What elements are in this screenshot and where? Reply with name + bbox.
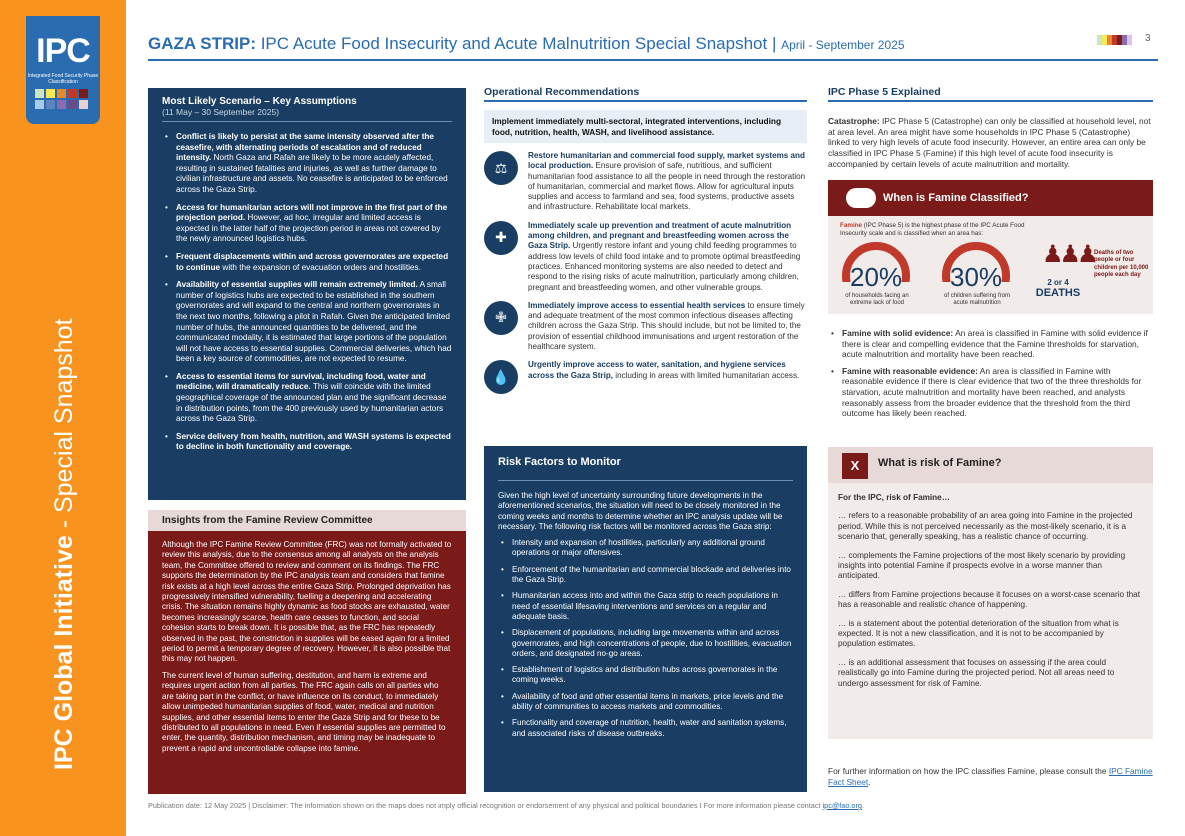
ops-item-body: Urgently restore infant and young child feeding programmes to address low levels of child food intake and to promote optimal breastfeeding practices. Enhanced monitoring systems are also needed to detect and respond to the rising risks of acute malnutrition, particularly among children, pregnant and breastfeeding women, and other vulnerable groups. (528, 241, 801, 292)
assumptions-period: (11 May – 30 September 2025) (162, 107, 452, 122)
ops-item-body: Ensure provision of safe, nutritious, and sufficient humanitarian food assistance to all the people in need through the restoration of humanitarian, commercial and market flows. Allow for agricultural inputs supplies and access to farmland and sea, food systems, productive assets and infrastructure. Rehabilitate local markets. (528, 161, 806, 212)
ops-item-text (528, 360, 807, 394)
assumption-item (162, 280, 452, 365)
ops-item-bold: Restore humanitarian and commercial food supply, market systems and local production. (528, 151, 805, 171)
assumption-text: This will coincide with the limited geographical coverage of the announced plan and the significant decrease in distribution points, from the 400 previously used by humanitarian actors across the Gaza Strip. (176, 382, 447, 424)
famine-card-title: When is Famine Classified? (828, 180, 1153, 216)
ops-item-text (528, 301, 807, 352)
page-number: 3 (1145, 33, 1151, 44)
ops-item (484, 221, 807, 293)
assumption-text: A small number of logistics hubs are expected to be established in the southern governorates and will expand to the central and northern governorates in the next two months, following a pilot in Rafah. Given the anticipated limited number of hubs, the announced quantities to be delivered, and the communicated modality, it is estimated that large portions of the population will not have access to essential supplies. Commercial deliveries, which had been a key source of commodities, are not expected to resume. (176, 280, 452, 364)
risk-list (498, 538, 793, 739)
ops-item (484, 360, 807, 394)
assumption-item (162, 432, 452, 453)
catastrophe-text: Catastrophe: IPC Phase 5 (Catastrophe) can only be classified at household level, not at area level. An area might have some households in IPC Phase 5 (Catastrophe) linked to very high levels of acute food insecurity. However, an entire area can only be classified in IPC Phase 5 (Famine) if this high level of acute food insecurity is accompanied by certain levels of acute malnutrition and mortality. (828, 116, 1151, 169)
risk-item: • Availability of food and other essential items in markets, price levels and the ability of communities to access markets and commodities. (498, 692, 793, 713)
health-kit-icon: ✙ (484, 301, 518, 335)
food-market-icon: ⚖ (484, 151, 518, 185)
ops-item-text (528, 151, 807, 213)
frc-paragraph-2: The current level of human suffering, destitution, and harm is extreme and requires urgent action from all parties. The FRC again calls on all parties who are taking part in the conflict, or have influence on its conduct, to immediately allow unimpeded humanitarian supplies of food, water, medical and nutrition supplies, and other essential items to enter the Gaza Strip and for these to be distributed to all populations in need. Even if essential supplies are permitted to enter, the quantity, distribution mechanism, and timing may be inadequate to prevent a rapid and uncontrollable collapse into famine. (162, 670, 446, 753)
frc-title: Insights from the Famine Review Committee (148, 510, 466, 531)
famine-factsheet-link[interactable]: IPC Famine Fact Sheet (828, 766, 1153, 787)
risk-famine-lead: For the IPC, risk of Famine… (838, 493, 950, 502)
assumption-bold: Service delivery from health, nutrition, and WASH systems is expected to decline in both functionality and coverage. (176, 431, 451, 452)
evidence-reasonable: • Famine with reasonable evidence: An area is classified in Famine with reasonable evidence if there is clear evidence that two of the three thresholds for starvation, acute malnutrition and mortality have been reached, and analysts reasonably assess from the broader evidence that the threshold from the third outcome has likely been reached. (828, 366, 1153, 419)
risk-item: • Establishment of logistics and distribution hubs across governorates in the coming weeks. (498, 665, 793, 686)
page-title: GAZA STRIP: IPC Acute Food Insecurity and Acute Malnutrition Special Snapshot | April - September 2025 (148, 34, 905, 53)
phase-color-bar (1097, 35, 1132, 45)
risk-famine-item: … refers to a reasonable probability of an area going into Famine in the projected period. While this is not perceived necessarily as the most-likely scenario, it is a scenario that, generally speaking, has a realistic chance of occurring. (838, 511, 1133, 542)
assumption-bold: Conflict is likely to persist at the same intensity observed after the ceasefire, with alternating periods of escalation and of reduced intensity. (176, 132, 434, 163)
operational-recommendations (484, 86, 807, 402)
footer: Publication date: 12 May 2025 | Disclaimer: The information shown on the maps does not imply official recognition or endorsement of any physical and political boundaries I For more information please contact ipc@fao.org. (148, 801, 865, 810)
risk-factors-box (484, 446, 807, 792)
deaths-figure: 2 or 4 DEATHS (1035, 278, 1081, 299)
header-divider (148, 59, 1158, 61)
assumption-item (162, 372, 452, 425)
gauge-children-value: 30% (950, 262, 1003, 292)
deaths-note: Deaths of two people or four children per 10,000 people each day (1094, 250, 1149, 279)
risk-intro: Given the high level of uncertainty surrounding future developments in the aforementioned scenarios, the situation will need to be closely monitored in the coming weeks and months to determine whether an IPC analysis update will be necessary. The following risk factors will be monitored across the Gaza strip: (498, 491, 783, 531)
nutrition-syringe-icon: ✚ (484, 221, 518, 255)
vertical-initiative-title: IPC Global Initiative - Special Snapshot (50, 318, 78, 770)
assumption-bold: Frequent displacements within and across governorates are expected to continue (176, 251, 449, 272)
risk-item: • Displacement of populations, including large movements within and across governorates, and high concentrations of people, due to hostilities, evacuation orders, and designated no-go areas. (498, 628, 793, 659)
assumptions-title: Most Likely Scenario – Key Assumptions (162, 96, 357, 107)
ops-item-body: including in areas with limited humanitarian access. (613, 370, 800, 380)
gauge-households-value: 20% (850, 262, 903, 292)
ops-banner: Implement immediately multi-sectoral, integrated interventions, including food, nutrition, health, WASH, and livelihood assistance. (484, 110, 807, 143)
risk-of-famine-card (828, 447, 1153, 739)
logo-phase-squares (35, 89, 91, 109)
assumption-text: However, ad hoc, irregular and limited access is expected in the latter half of the projection period in areas not covered by the newly announced logistics hubs. (176, 213, 441, 244)
assumption-item (162, 252, 452, 273)
frc-paragraph-1: Although the IPC Famine Review Committee (FRC) was not formally activated to review this analysis, due to the consensus among all analysts on the analysis team, the Committee offered to review and comment on its findings. The FRC supports the determination by the IPC analysis team and considers that famine risk exists at a high level across the entire Gaza Strip. Prolonged deprivation has progressively intensified vulnerability, fuelling a deepening and accelerating crisis. The situation remains highly dynamic as food stocks are exhausted, water becomes increasingly scarce, health care ceases to function, and social cohesion starts to break down. It is possible that, as the FRC has repeatedly observed in the past, the constriction in supplies will be eased again for a limited period to permit a temporary degree of recovery. However, it is also possible that this may not happen. (162, 540, 452, 664)
evidence-list (828, 328, 1153, 423)
more-info: For further information on how the IPC classifies Famine, please consult the IPC Famine Fact Sheet. (828, 766, 1153, 787)
famine-card-intro: Famine (IPC Phase 5) is the highest phase of the IPC Acute Food Insecurity scale and is classified when an area has: (840, 222, 1025, 237)
ipc-logo (26, 16, 100, 124)
risk-famine-item: … is a statement about the potential deterioration of the situation from what is expected. It is not a new classification, and it is not to be accompanied by population estimates. (838, 618, 1119, 649)
assumption-bold: Access to essential items for survival, including food, water and medicine, will dramatically reduce. (176, 371, 426, 392)
ops-title: Operational Recommendations (484, 86, 807, 102)
ops-item-bold: Immediately improve access to essential health services (528, 300, 746, 310)
risk-famine-title: X What is risk of Famine? (828, 447, 1153, 483)
assumption-item (162, 203, 452, 245)
x-icon: X (842, 453, 868, 479)
phase5-section (828, 86, 1153, 170)
assumptions-list (162, 132, 452, 453)
risk-famine-item: … differs from Famine projections because it focuses on a worst-case scenario that has a reasonable and realistic chance of happening. (838, 589, 1141, 610)
orange-sidebar (0, 0, 126, 836)
risk-item: • Humanitarian access into and within the Gaza strip to reach populations in need of essential lifesaving interventions and services on a regular and adequate basis. (498, 591, 793, 622)
assumption-text: North Gaza and Rafah are likely to be more acutely affected, resulting in sustained fatalities and injuries, as well as further damage to civilian infrastructure and assets. No ceasefire is anticipated to be enforced across the Gaza Strip. (176, 153, 448, 194)
ops-item-bold: Immediately scale up prevention and treatment of acute malnutrition among children, and pregnant and breastfeeding women across the Gaza Strip. (528, 220, 792, 251)
assumption-item (162, 132, 452, 196)
gauge-children-label: of children suffering from acute malnutrition (944, 293, 1010, 307)
assumption-bold: Availability of essential supplies will remain extremely limited. (176, 280, 418, 290)
ops-item (484, 301, 807, 352)
ops-item-body: to ensure timely and adequate treatment of the most common infectious diseases affecting children across the Gaza Strip. This should include, but not be limited to, the provision of essential childhood immunisations and urgent restoration of the healthcare system. (528, 300, 805, 352)
assumption-bold: Access for humanitarian actors will not improve in the first part of the projection period. (176, 202, 448, 223)
phase5-title: IPC Phase 5 Explained (828, 86, 1153, 102)
risk-title: Risk Factors to Monitor (498, 456, 621, 468)
risk-famine-list (838, 511, 1143, 689)
people-icon: ♟♟♟ (1042, 241, 1095, 268)
logo-title: IPC (36, 32, 90, 70)
ops-item-text (528, 221, 807, 293)
water-tap-icon: 💧 (484, 360, 518, 394)
famine-classified-card (828, 180, 1153, 314)
risk-item: • Intensity and expansion of hostilities, particularly any additional ground operations or major offensives. (498, 538, 793, 559)
evidence-solid: • Famine with solid evidence: An area is classified in Famine with solid evidence if there is clear and compelling evidence that the Famine thresholds for starvation, acute malnutrition and mortality have been reached. (828, 328, 1153, 360)
handshake-icon (846, 188, 876, 208)
ops-list (484, 151, 807, 394)
risk-famine-item: … complements the Famine projections of the most likely scenario by providing insights into potential Famine if prospects evolve in a worse manner than anticipated. (838, 550, 1126, 581)
ops-item-bold: Urgently improve access to water, sanitation, and hygiene services across the Gaza Strip, (528, 360, 786, 380)
assumption-text: with the expansion of evacuation orders and hostilities. (220, 262, 421, 272)
frc-box (148, 510, 466, 794)
logo-subtitle: Integrated Food Security Phase Classification (27, 73, 99, 85)
gauge-households-label: of households facing an extreme lack of food (845, 293, 909, 307)
risk-famine-item: … is an additional assessment that focuses on assessing if the area could realistically go into Famine during the projected period. Not all areas need to undergo assessment for risk of Famine. (838, 657, 1115, 688)
contact-email-link[interactable]: ipc@fao.org (822, 801, 862, 810)
risk-item: • Functionality and coverage of nutrition, health, water and sanitation systems, and associated risks of disease outbreaks. (498, 718, 793, 739)
ops-item (484, 151, 807, 213)
risk-item: • Enforcement of the humanitarian and commercial blockade and deliveries into the Gaza Strip. (498, 565, 793, 586)
assumptions-box (148, 88, 466, 500)
